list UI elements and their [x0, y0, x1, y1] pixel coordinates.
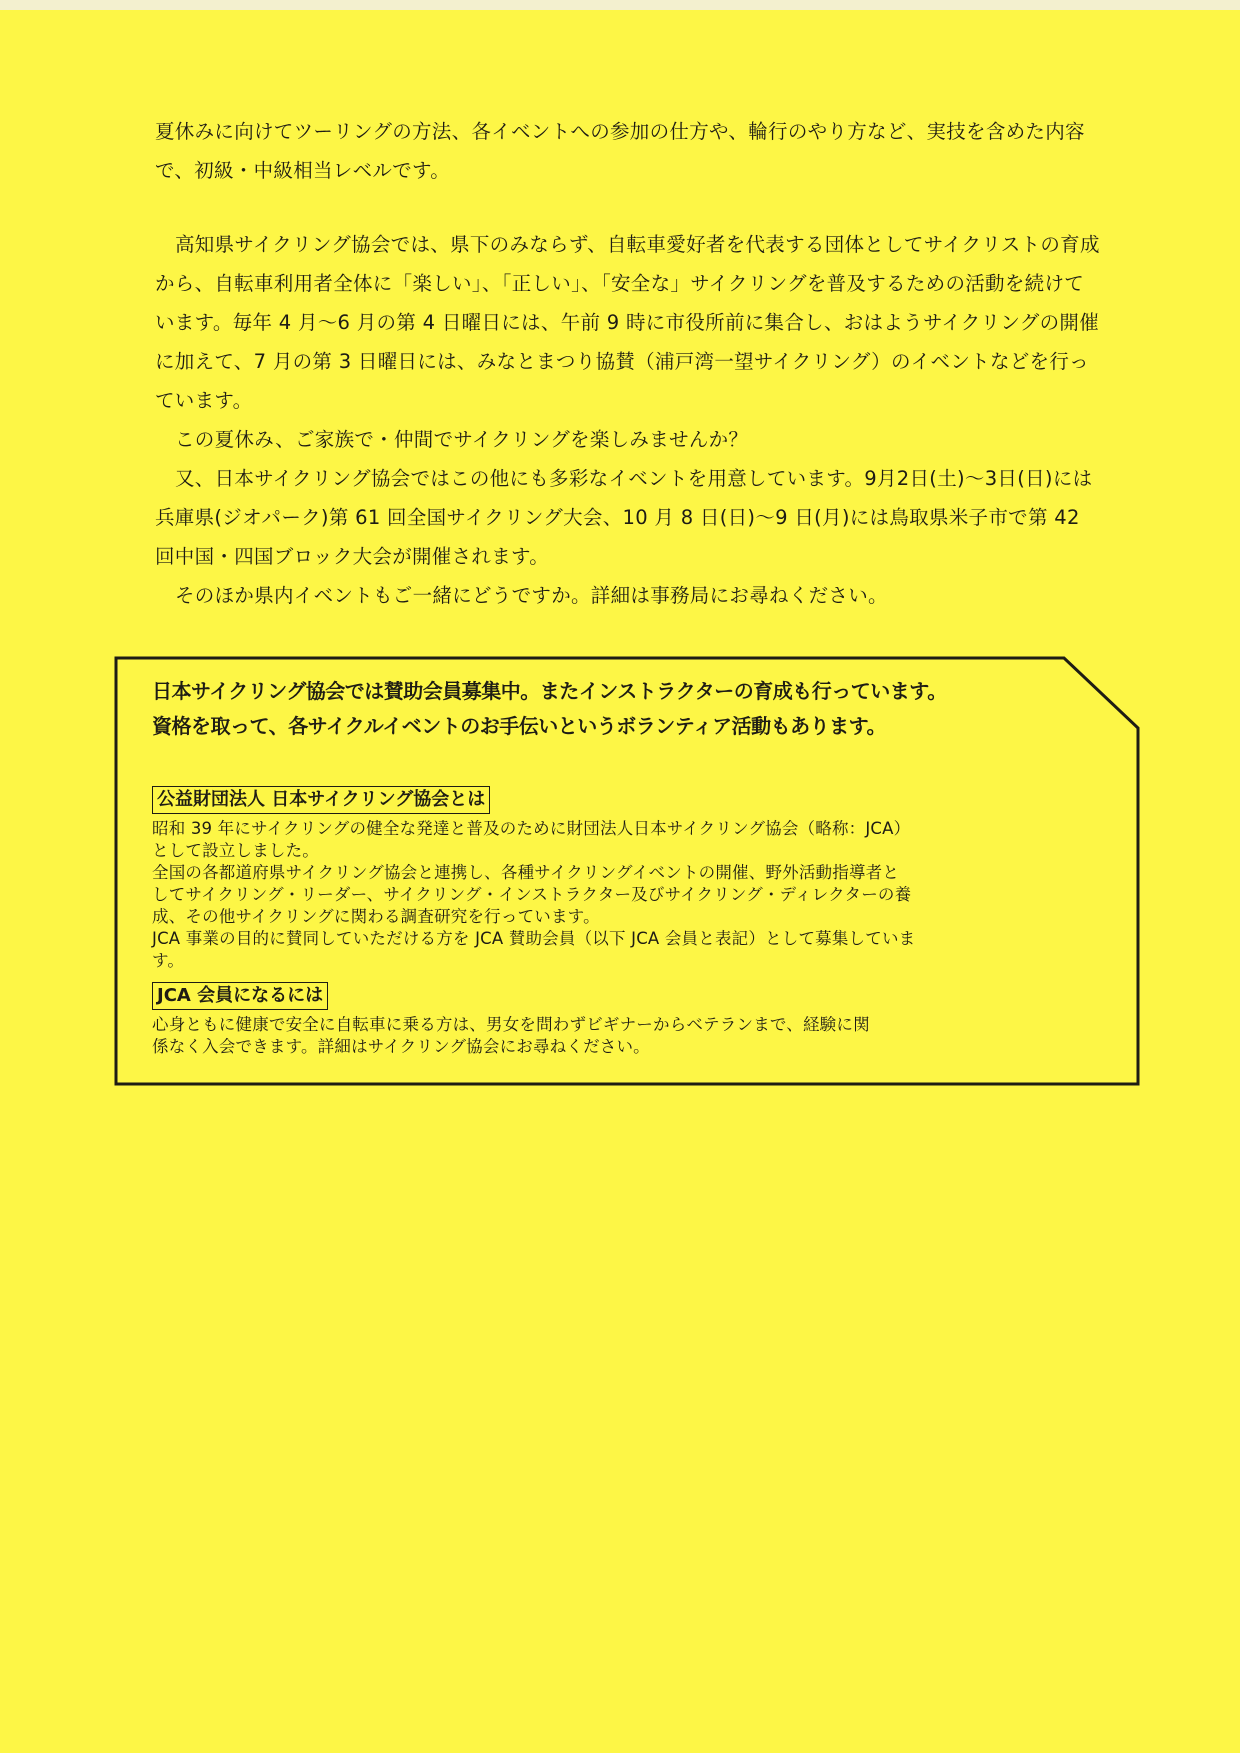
- body-line: 昭和 39 年にサイクリングの健全な発達と普及のために財団法人日本サイクリング協会（略称：JCA）: [152, 819, 911, 838]
- intro-lead: 夏休みに向けてツーリングの方法、各イベントへの参加の仕方や、輪行のやり方など、実技を含めた内容で、初級・中級相当レベルです。: [155, 120, 1085, 182]
- section-body-membership: [152, 1014, 1112, 1058]
- section-body-jca-about: [152, 818, 1112, 972]
- body-line: として設立しました。: [152, 841, 319, 860]
- intro-text: [155, 112, 1100, 615]
- body-line: す。: [152, 951, 185, 970]
- membership-info-box: [114, 656, 1140, 1086]
- box-lead-text: [152, 674, 1112, 744]
- box-lead-line: 日本サイクリング協会では賛助会員募集中。またインストラクターの育成も行っています。: [152, 679, 947, 703]
- intro-paragraph-association: 高知県サイクリング協会では、県下のみならず、自転車愛好者を代表する団体としてサイクリストの育成から、自転車利用者全体に「楽しい」、「正しい」、「安全な」サイクリングを普及するための活動を続けています。毎年 4 月～6 月の第 4 日曜日には、午前 9 時に市役所前に集合し、おはようサイクリングの開催に加えて、7 月の第 3 日曜日には、みなとまつり協賛（浦戸湾一望サイクリング）のイベントなどを行っています。: [155, 233, 1100, 412]
- intro-paragraph-events: 又、日本サイクリング協会ではこの他にも多彩なイベントを用意しています。9月2日(土)～3日(日)には兵庫県(ジオパーク)第 61 回全国サイクリング大会、10 月 8 日(日)～9 日(月)には鳥取県米子市で第 42 回中国・四国ブロック大会が開催されます。: [155, 467, 1093, 568]
- section-heading-membership: JCA 会員になるには: [152, 982, 328, 1010]
- body-line: 成、その他サイクリングに関わる調査研究を行っています。: [152, 907, 600, 926]
- body-line: してサイクリング・リーダー、サイクリング・インストラクター及びサイクリング・ディレクターの養: [152, 885, 912, 904]
- body-line: 全国の各都道府県サイクリング協会と連携し、各種サイクリングイベントの開催、野外活動指導者と: [152, 863, 900, 882]
- page-top-edge: [0, 0, 1240, 10]
- body-line: 心身ともに健康で安全に自転車に乗る方は、男女を問わずビギナーからベテランまで、経験に関: [152, 1015, 870, 1034]
- body-line: 係なく入会できます。詳細はサイクリング協会にお尋ねください。: [152, 1037, 650, 1056]
- body-line: JCA 事業の目的に賛同していただける方を JCA 賛助会員（以下 JCA 会員と表記）として募集していま: [152, 929, 916, 948]
- paragraph-gap: [155, 190, 1100, 225]
- box-lead-line: 資格を取って、各サイクルイベントのお手伝いというボランティア活動もあります。: [152, 714, 886, 738]
- section-heading-jca-about: 公益財団法人 日本サイクリング協会とは: [152, 786, 490, 814]
- intro-paragraph-contact: そのほか県内イベントもご一緒にどうですか。詳細は事務局にお尋ねください。: [175, 584, 888, 607]
- intro-paragraph-summer: この夏休み、ご家族で・仲間でサイクリングを楽しみませんか？: [175, 428, 749, 451]
